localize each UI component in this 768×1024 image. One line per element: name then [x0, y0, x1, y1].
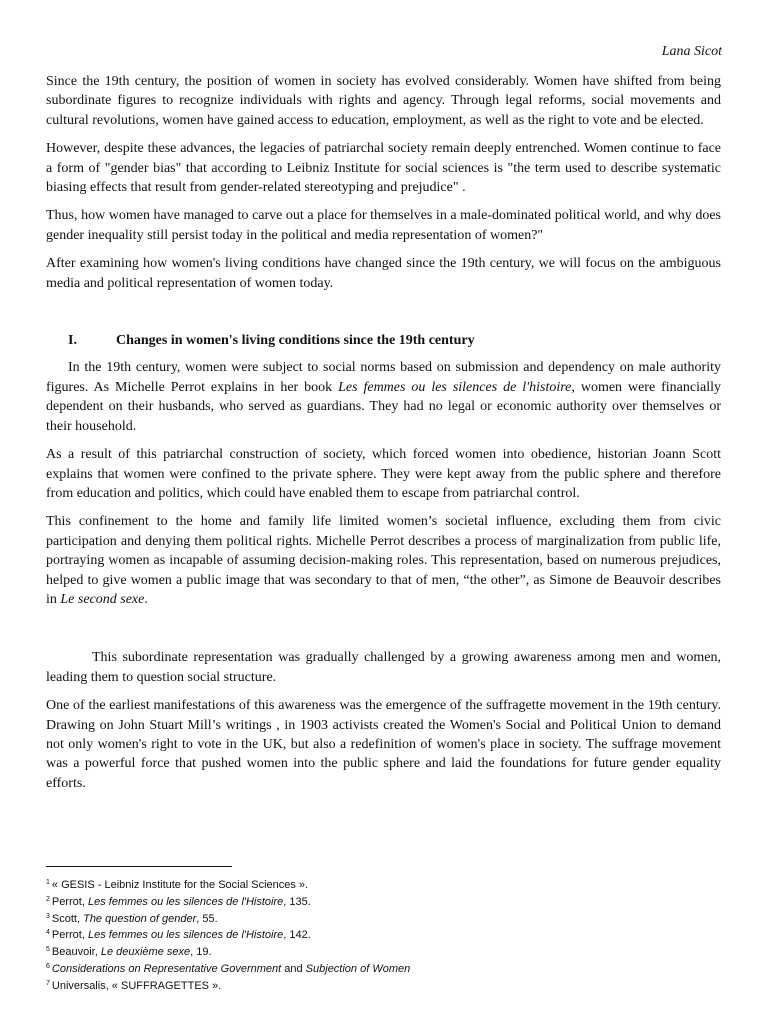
footnote-title: Considerations on Representative Government: [51, 962, 282, 975]
footnote-text: Perrot,: [51, 929, 88, 942]
footnote-number: 3: [46, 912, 50, 920]
footnote-title: The question of gender: [83, 912, 197, 925]
footnotes: [46, 876, 721, 994]
footnote-title: Subjection of Women: [305, 962, 411, 975]
body-paragraph-3: [46, 512, 721, 609]
footnote-text: and: [281, 962, 306, 975]
text-run: In the 19th century, women were subject to social norms based on submission and dependency on male authority figures. As Michelle Perrot explains in her book: [46, 360, 721, 395]
footnote-text: , 142.: [283, 929, 311, 942]
footnote-text: Scott,: [51, 912, 84, 925]
body-paragraph-1: [46, 358, 721, 436]
footnote-title: Le deuxième sexe: [100, 946, 191, 959]
footnote-number: 5: [46, 946, 50, 954]
text-run: .: [144, 591, 148, 607]
document-body: [46, 72, 721, 802]
body-paragraph-2: As a result of this patriarchal construction of society, which forced women into obedience, historian Joann Scott explains that women were confined to the private sphere. They were kept away from the public sphere and therefore from education and politics, which could have enabled them to escape from patriarchal control.: [46, 447, 721, 501]
intro-paragraph-2: However, despite these advances, the legacies of patriarchal society remain deeply entrenched. Women continue to face a form of "gender bias" that according to Leibniz Institute for social sciences is "the term used to describe systematic biasing effects that result from gender-related stereotyping and prejudice" .: [46, 141, 721, 196]
footnote: [46, 943, 721, 960]
footnote: [46, 977, 721, 994]
text-run: This confinement to the home and family life limited women’s societal influence, excluding them from civic participation and denying them political rights. Michelle Perrot describes a process of marginalization from public life, portraying women as incapable of assuming decision-making roles. This representation, based on numerous prejudices, helped to give women a public image that was secondary to that of men, “the other”, as Simone de Beauvoir describes in: [46, 514, 721, 607]
footnote-number: 2: [46, 895, 50, 903]
footnote-number: 7: [46, 979, 50, 987]
footnote: [46, 893, 721, 910]
footnote: [46, 876, 721, 893]
text-run: , women were financially dependent on their husbands, who served as guardians. They had no legal or economic authority over themselves or their household.: [46, 379, 721, 434]
footnote-title: Les femmes ou les silences de l'Histoire: [87, 929, 284, 942]
section-title: Changes in women's living conditions since the 19th century: [116, 333, 475, 349]
footnote-text: Beauvoir,: [51, 946, 101, 959]
footnote: [46, 910, 721, 927]
author-name: Lana Sicot: [661, 44, 722, 59]
footnote-text: , 19.: [190, 946, 212, 959]
intro-paragraph-1: Since the 19th century, the position of women in society has evolved considerably. Women have shifted from being subordinate figures to recognize individuals with rights and agency. Through legal reforms, social movements and cultural revolutions, women have gained access to education, employment, as well as the right to vote and be elected.: [46, 74, 721, 128]
footnote: [46, 926, 721, 943]
footnote-text: Perrot,: [51, 895, 88, 908]
footnote: [46, 960, 721, 977]
footnote-text: Universalis, « SUFFRAGETTES ».: [51, 979, 222, 992]
intro-paragraph-3: Thus, how women have managed to carve out a place for themselves in a male-dominated political world, and why does gender inequality still persist today in the political and media representation of women?": [46, 208, 721, 243]
footnote-text: , 135.: [283, 895, 311, 908]
section-heading: [68, 331, 721, 350]
footnote-text: « GESIS - Leibniz Institute for the Social Sciences ».: [51, 879, 309, 891]
book-title: Le second sexe: [60, 591, 145, 607]
footnote-text: , 55.: [196, 912, 218, 925]
book-title: Les femmes ou les silences de l'histoire: [338, 379, 572, 395]
body-paragraph-5: One of the earliest manifestations of this awareness was the emergence of the suffragette movement in the 19th century. Drawing on John Stuart Mill’s writings , in 1903 activists created the Women's Social and Political Union to demand not only women's right to vote in the UK, but also a redefinition of women's place in society. The suffrage movement was a powerful force that pushed women into the public sphere and laid the foundations for future gender equality efforts.: [46, 698, 721, 791]
paragraph-spacer: [46, 618, 721, 648]
footnote-number: 1: [46, 879, 50, 886]
intro-paragraph-4: After examining how women's living conditions have changed since the 19th century, we will focus on the ambiguous media and political representation of women today.: [46, 256, 721, 291]
section-number: I.: [68, 333, 77, 349]
footnote-divider: [46, 866, 232, 867]
footnote-number: 4: [46, 929, 50, 937]
footnote-title: Les femmes ou les silences de l'Histoire: [87, 895, 284, 908]
body-paragraph-4: This subordinate representation was gradually challenged by a growing awareness among men and women, leading them to question social structure.: [46, 650, 721, 685]
footnote-number: 6: [46, 962, 50, 970]
